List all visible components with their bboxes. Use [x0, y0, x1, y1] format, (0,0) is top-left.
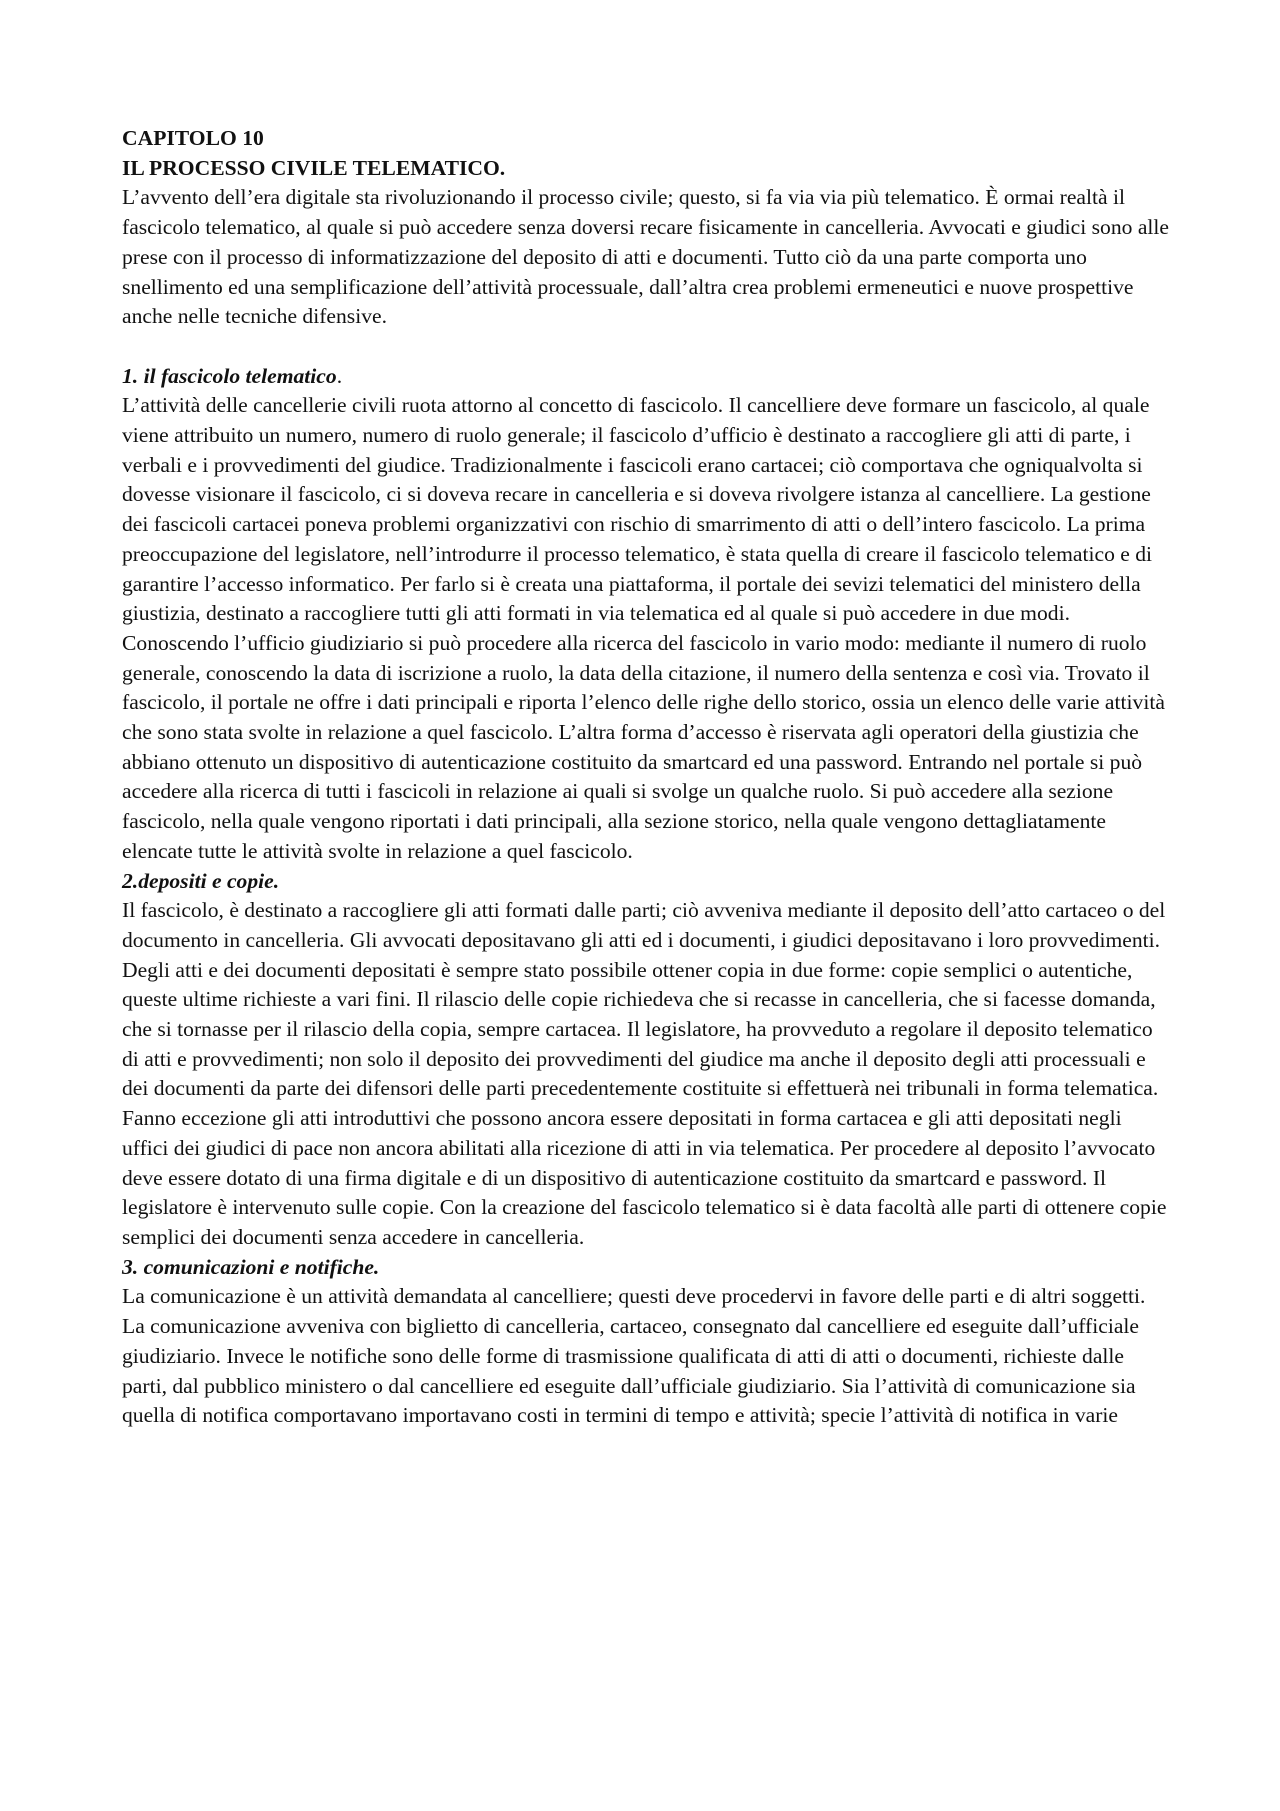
section-heading-text: 1. il fascicolo telematico	[122, 363, 337, 388]
document-body	[122, 124, 1172, 1431]
section-body-depositi: Il fascicolo, è destinato a raccogliere gli atti formati dalle parti; ciò avveniva mediante il deposito dell’atto cartaceo o del documento in cancelleria. Gli avvocati depositavano gli atti ed i documenti, i giudici depositavano i loro provvedimenti. Degli atti e dei documenti depositati è sempre stato possibile ottener copia in due forme: copie semplici o autentiche, queste ultime richieste a vari fini. Il rilascio delle copie richiedeva che si recasse in cancelleria, che si facesse domanda, che si tornasse per il rilascio della copia, sempre cartacea. Il legislatore, ha provveduto a regolare il deposito telematico di atti e provvedimenti; non solo il deposito dei provvedimenti del giudice ma anche il deposito degli atti processuali e dei documenti da parte dei difensori delle parti precedentemente costituite si effettuerà nei tribunali in forma telematica. Fanno eccezione gli atti introduttivi che possono ancora essere depositati in forma cartacea e gli atti depositati negli uffici dei giudici di pace non ancora abilitati alla ricezione di atti in via telematica. Per procedere al deposito l’avvocato deve essere dotato di una firma digitale e di un dispositivo di autenticazione costituito da smartcard e password. Il legislatore è intervenuto sulle copie. Con la creazione del fascicolo telematico si è data facoltà alle parti di ottenere copie semplici dei documenti senza accedere in cancelleria.	[122, 898, 1167, 1249]
intro-paragraph: L’avvento dell’era digitale sta rivoluzionando il processo civile; questo, si fa via via più telematico. È ormai realtà il fascicolo telematico, al quale si può accedere senza doversi recare fisicamente in cancelleria. Avvocati e giudici sono alle prese con il processo di informatizzazione del deposito di atti e documenti. Tutto ciò da una parte comporta uno snellimento ed una semplificazione dell’attività processuale, dall’altra crea problemi ermeneutici e nuove prospettive anche nelle tecniche difensive.	[122, 185, 1170, 329]
chapter-title: IL PROCESSO CIVILE TELEMATICO.	[122, 155, 506, 180]
section-body-comunicazioni: La comunicazione è un attività demandata al cancelliere; questi deve procedervi in favore delle parti e di altri soggetti. La comunicazione avveniva con biglietto di cancelleria, cartaceo, consegnato dal cancelliere ed eseguite dall’ufficiale giudiziario. Invece le notifiche sono delle forme di trasmissione qualificata di atti di atti o documenti, richieste dalle parti, dal pubblico ministero o dal cancelliere ed eseguite dall’ufficiale giudiziario. Sia l’attività di comunicazione sia quella di notifica comportavano importavano costi in termini di tempo e attività; specie l’attività di notifica in varie	[122, 1284, 1146, 1428]
section-heading-fascicolo	[122, 362, 1172, 392]
spacer	[122, 332, 1172, 362]
section-heading-period: .	[336, 363, 343, 388]
chapter-label: CAPITOLO 10	[122, 126, 264, 150]
section-heading-depositi: 2.depositi e copie.	[122, 868, 280, 893]
section-body-fascicolo: L’attività delle cancellerie civili ruota attorno al concetto di fascicolo. Il cancelliere deve formare un fascicolo, al quale viene attribuito un numero, numero di ruolo generale; il fascicolo d’ufficio è destinato a raccogliere gli atti di parte, i verbali e i provvedimenti del giudice. Tradizionalmente i fascicoli erano cartacei; ciò comportava che ogniqualvolta si dovesse visionare il fascicolo, ci si doveva recare in cancelleria e si doveva rivolgere istanza al cancelliere. La gestione dei fascicoli cartacei poneva problemi organizzativi con rischio di smarrimento di atti o dell’intero fascicolo. La prima preoccupazione del legislatore, nell’introdurre il processo telematico, è stata quella di creare il fascicolo telematico e di garantire l’accesso informatico. Per farlo si è creata una piattaforma, il portale dei sevizi telematici del ministero della giustizia, destinato a raccogliere tutti gli atti formati in via telematica ed al quale si può accedere in due modi. Conoscendo l’ufficio giudiziario si può procedere alla ricerca del fascicolo in vario modo: mediante il numero di ruolo generale, conoscendo la data di iscrizione a ruolo, la data della citazione, il numero della sentenza e così via. Trovato il fascicolo, il portale ne offre i dati principali e riporta l’elenco delle righe dello storico, ossia un elenco delle varie attività che sono stata svolte in relazione a quel fascicolo. L’altra forma d’accesso è riservata agli operatori della giustizia che abbiano ottenuto un dispositivo di autenticazione costituito da smartcard ed una password. Entrando nel portale si può accedere alla ricerca di tutti i fascicoli in relazione ai quali si svolge un qualche ruolo. Si può accedere alla sezione fascicolo, nella quale vengono riportati i dati principali, alla sezione storico, nella quale vengono dettagliatamente elencate tutte le attività svolte in relazione a quel fascicolo.	[122, 393, 1165, 863]
section-heading-comunicazioni: 3. comunicazioni e notifiche.	[122, 1254, 380, 1279]
